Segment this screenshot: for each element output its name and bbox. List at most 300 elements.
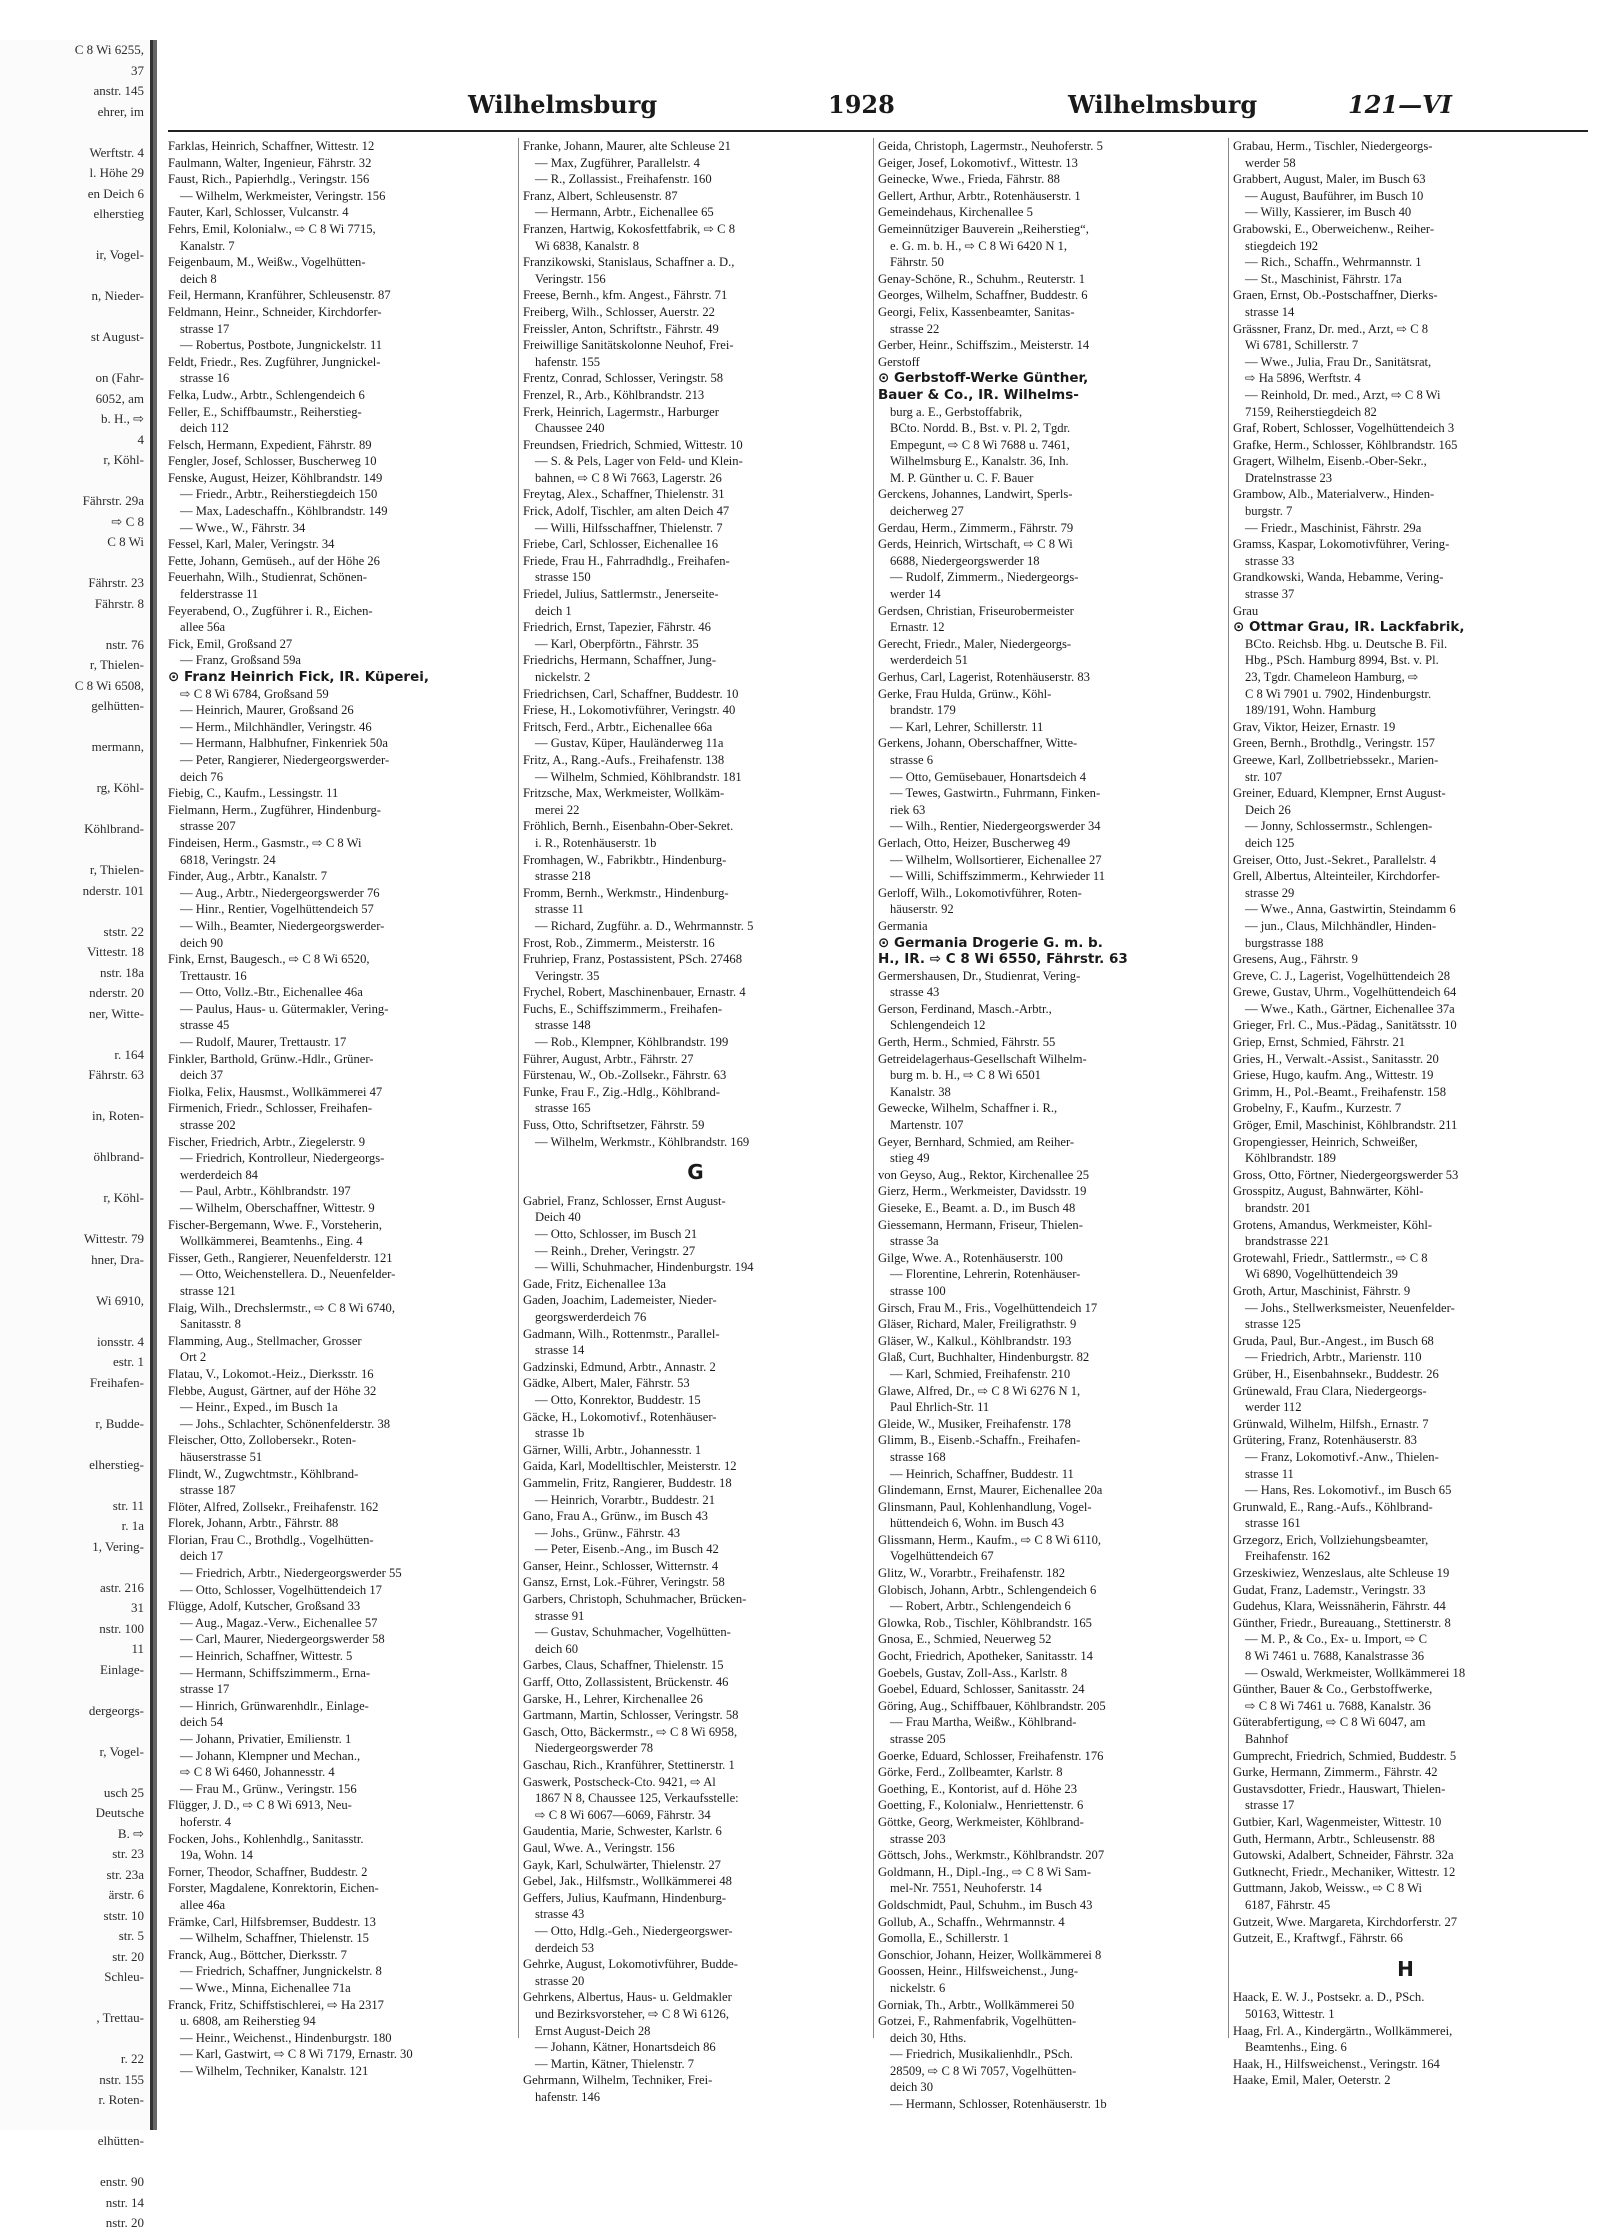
directory-entry: Gutowski, Adalbert, Schneider, Fährstr. 32a [1233, 1848, 1454, 1863]
strip-line: st August- [90, 329, 144, 344]
entry-continuation: strasse 43 [535, 1907, 585, 1922]
directory-entry: Gebel, Jak., Hilfsmstr., Wollkämmerei 48 [523, 1874, 732, 1889]
directory-entry: Feil, Hermann, Kranführer, Schleusenstr. 87 [168, 288, 391, 303]
entry-continuation: Wi 6781, Schillerstr. 7 [1245, 338, 1359, 353]
directory-entry: Göttsch, Johs., Werkmstr., Köhlbrandstr. 207 [878, 1848, 1105, 1863]
strip-line: r. 22 [120, 2051, 144, 2066]
strip-line: l. Höhe 29 [89, 165, 144, 180]
strip-line [0, 901, 150, 922]
directory-entry: Grav, Viktor, Heizer, Ernastr. 19 [1233, 719, 1396, 734]
directory-entry: Gierz, Herm., Werkmeister, Davidsstr. 19 [878, 1184, 1087, 1199]
strip-line: elherstieg [93, 206, 144, 221]
directory-entry: Gabriel, Franz, Schlosser, Ernst August- [523, 1193, 726, 1208]
strip-line [0, 1721, 150, 1742]
directory-entry: Frerk, Heinrich, Lagermstr., Harburger [523, 404, 719, 419]
entry-continuation: strasse 33 [1245, 553, 1295, 568]
entry-continuation: — Wilhelm, Wollsortierer, Eichenallee 27 [890, 852, 1102, 867]
strip-line: anstr. 145 [93, 83, 144, 98]
entry-continuation: strasse 1b [535, 1426, 585, 1441]
directory-entry: Feldt, Friedr., Res. Zugführer, Jungnickel- [168, 354, 381, 369]
directory-entry: Goldschmidt, Paul, Schuhm., im Busch 43 [878, 1897, 1093, 1912]
strip-line: nderstr. 101 [82, 882, 144, 898]
entry-continuation: strasse 91 [535, 1608, 585, 1623]
directory-entry: Gläser, Richard, Maler, Freiligrathstr. 9 [878, 1317, 1077, 1332]
entry-continuation: — Franz, Großsand 59a [180, 653, 302, 668]
directory-entry: Gutknecht, Friedr., Mechaniker, Wittestr. 12 [1233, 1864, 1456, 1879]
directory-entry: Greewe, Karl, Zollbetriebssekr., Marien- [1233, 752, 1439, 767]
entry-continuation: — Tewes, Gastwirtn., Fuhrmann, Finken- [890, 786, 1101, 801]
directory-entry: Grandkowski, Wanda, Hebamme, Vering- [1233, 570, 1444, 585]
entry-continuation: deich 125 [1245, 835, 1295, 850]
entry-continuation: Wilhelmsburg E., Kanalstr. 36, Inh. [890, 454, 1069, 469]
entry-continuation: — Otto, Gemüsebauer, Honartsdeich 4 [890, 769, 1087, 784]
entry-continuation: 23, Tgdr. Chameleon Hamburg, ⇨ [1245, 670, 1419, 684]
strip-line: nstr. 20 [105, 2215, 144, 2230]
strip-line: C 8 Wi 6508, [74, 677, 144, 693]
entry-continuation: werderdeich 51 [890, 653, 968, 668]
directory-entry: Gnosa, E., Schmied, Neuerweg 52 [878, 1632, 1052, 1647]
directory-entry: Frick, Adolf, Tischler, am alten Deich 47 [523, 504, 730, 519]
directory-entry: Fenske, August, Heizer, Köhlbrandstr. 149 [168, 470, 383, 485]
directory-entry: Griese, Hugo, kaufm. Ang., Wittestr. 19 [1233, 1068, 1434, 1083]
directory-entry: Gorniak, Th., Arbtr., Wollkämmerei 50 [878, 1997, 1075, 2012]
entry-continuation: — Rudolf, Maurer, Trettaustr. 17 [180, 1035, 347, 1050]
entry-continuation: e. G. m. b. H., ⇨ C 8 Wi 6420 N 1, [890, 238, 1068, 253]
entry-continuation: hüttendeich 6, Wohn. im Busch 43 [890, 1516, 1064, 1531]
directory-entry: Geida, Christoph, Lagermstr., Neuhoferstr. 5 [878, 139, 1103, 153]
entry-continuation: strasse 11 [1245, 1466, 1294, 1481]
entry-continuation: strasse 165 [535, 1101, 591, 1116]
directory-entry: Gerke, Frau Hulda, Grünw., Köhl- [878, 686, 1052, 701]
strip-line: Fährstr. 23 [88, 575, 144, 590]
entry-continuation: hoferstr. 4 [180, 1814, 232, 1829]
column-4 [1233, 138, 1578, 2088]
directory-entry: Gerds, Heinrich, Wirtschaft, ⇨ C 8 Wi [878, 537, 1073, 552]
firm-entry: ⊙ Germania Drogerie G. m. b. [878, 934, 1103, 951]
directory-entry: Gehrmann, Wilhelm, Techniker, Frei- [523, 2073, 713, 2088]
entry-continuation: strasse 125 [1245, 1317, 1301, 1332]
entry-continuation: Deich 40 [535, 1210, 581, 1225]
directory-entry: Ganser, Heinr., Schlosser, Witternstr. 4 [523, 1558, 719, 1573]
directory-entry: Funke, Frau F., Zig.-Hdlg., Köhlbrand- [523, 1084, 720, 1099]
entry-continuation: 19a, Wohn. 14 [180, 1848, 253, 1863]
entry-continuation: bahnen, ⇨ C 8 Wi 7663, Lagerstr. 26 [535, 470, 722, 485]
directory-entry: Gansz, Ernst, Lok.-Führer, Veringstr. 58 [523, 1575, 725, 1590]
directory-entry: Fielmann, Herm., Zugführer, Hindenburg- [168, 802, 381, 817]
strip-line: Fährstr. 29a [82, 493, 144, 508]
strip-line: ärstr. 6 [108, 1887, 144, 1902]
strip-line: nderstr. 20 [89, 985, 144, 1000]
directory-entry: Franke, Johann, Maurer, alte Schleuse 21 [523, 139, 731, 153]
directory-entry: Finkler, Barthold, Grünw.-Hdlr., Grüner- [168, 1051, 374, 1066]
entry-continuation: Freihafenstr. 162 [1245, 1549, 1331, 1564]
entry-continuation: strasse 161 [1245, 1516, 1301, 1531]
strip-line: C 8 Wi 6255, [74, 42, 144, 57]
entry-continuation: — Heinrich, Vorarbtr., Buddestr. 21 [535, 1492, 716, 1507]
strip-line: C 8 Wi [107, 534, 144, 549]
entry-continuation: — Hermann, Arbtr., Eichenallee 65 [535, 205, 714, 220]
directory-entry: Griep, Ernst, Schmied, Fährstr. 21 [1233, 1035, 1406, 1050]
entry-continuation: — Hermann, Schlosser, Rotenhäuserstr. 1b [890, 2097, 1107, 2112]
entry-continuation: — Paul, Arbtr., Köhlbrandstr. 197 [180, 1184, 351, 1199]
strip-line: str. 11 [112, 1497, 144, 1513]
entry-continuation: strasse 3a [890, 1234, 939, 1249]
directory-entry: Gustavsdotter, Friedr., Hauswart, Thielen- [1233, 1781, 1446, 1796]
header-rule [168, 130, 1588, 132]
entry-continuation: Empegunt, ⇨ C 8 Wi 7688 u. 7461, [890, 437, 1070, 452]
entry-continuation: — Peter, Rangierer, Niedergeorgswerder- [180, 752, 390, 767]
strip-line: elhütten- [97, 2133, 144, 2148]
directory-entry: Gresens, Aug., Fährstr. 9 [1233, 952, 1358, 967]
directory-entry: Friedel, Julius, Sattlermstr., Jenerseite- [523, 587, 719, 602]
directory-columns [168, 138, 1588, 2112]
directory-entry: Gumprecht, Friedrich, Schmied, Buddestr. 5 [1233, 1748, 1457, 1763]
entry-continuation: riek 63 [890, 802, 926, 817]
directory-entry: Greiner, Eduard, Klempner, Ernst August- [1233, 786, 1446, 801]
entry-continuation: Paul Ehrlich-Str. 11 [890, 1400, 990, 1415]
directory-entry: Fuchs, E., Schiffszimmerm., Freihafen- [523, 1001, 723, 1016]
entry-continuation: Kanalstr. 7 [180, 238, 235, 253]
entry-continuation: — Heinrich, Schaffner, Wittestr. 5 [180, 1649, 353, 1664]
directory-entry: Garff, Otto, Zollassistent, Brückenstr. 46 [523, 1675, 729, 1690]
strip-line [0, 1209, 150, 1230]
directory-entry: Frychel, Robert, Maschinenbauer, Ernastr. 4 [523, 985, 746, 1000]
directory-entry: Fick, Emil, Großsand 27 [168, 636, 293, 651]
strip-line [0, 307, 150, 328]
strip-line: mermann, [91, 739, 144, 754]
directory-entry: Grotewahl, Friedr., Sattlermstr., ⇨ C 8 [1233, 1250, 1428, 1265]
entry-continuation: Fährstr. 50 [890, 255, 944, 270]
entry-continuation: — Hermann, Schiffszimmerm., Erna- [180, 1665, 371, 1680]
directory-entry: Grosspitz, August, Bahnwärter, Köhl- [1233, 1184, 1424, 1199]
directory-entry: Gaschau, Rich., Kranführer, Stettinerstr. 1 [523, 1758, 735, 1772]
entry-continuation: i. R., Rotenhäuserstr. 1b [535, 835, 657, 850]
directory-entry: Glowka, Rob., Tischler, Köhlbrandstr. 165 [878, 1615, 1092, 1630]
entry-continuation: — Wilh., Rentier, Niedergeorgswerder 34 [890, 819, 1101, 834]
directory-entry: Gross, Otto, Förtner, Niedergeorgswerder 53 [1233, 1167, 1459, 1182]
entry-continuation: — Max, Ladeschaffn., Köhlbrandstr. 149 [180, 504, 388, 519]
directory-entry: Giessemann, Hermann, Friseur, Thielen- [878, 1217, 1083, 1232]
directory-entry: Grabbert, August, Maler, im Busch 63 [1233, 172, 1426, 187]
entry-continuation: — Carl, Maurer, Niedergeorgswerder 58 [180, 1632, 385, 1647]
directory-entry: Gammelin, Fritz, Rangierer, Buddestr. 18 [523, 1475, 732, 1490]
directory-entry: Friedrichsen, Carl, Schaffner, Buddestr. 10 [523, 686, 739, 701]
directory-entry: Fisser, Geth., Rangierer, Neuenfelderstr. 121 [168, 1250, 393, 1265]
directory-entry: Geyer, Bernhard, Schmied, am Reiher- [878, 1134, 1075, 1149]
strip-line: str. 23a [106, 1866, 144, 1882]
entry-continuation: — Johs., Stellwerksmeister, Neuenfelder- [1245, 1300, 1455, 1315]
column-2 [523, 138, 868, 2104]
directory-entry: Gerth, Herm., Schmied, Fährstr. 55 [878, 1035, 1056, 1050]
entry-continuation: C 8 Wi 7901 u. 7902, Hindenburgstr. [1245, 686, 1432, 701]
directory-entry: Günther, Bauer & Co., Gerbstoffwerke, [1233, 1682, 1433, 1697]
entry-continuation: — Reinh., Dreher, Veringstr. 27 [535, 1243, 696, 1258]
entry-continuation: derdeich 53 [535, 1940, 595, 1955]
directory-entry: Gleide, W., Musiker, Freihafenstr. 178 [878, 1416, 1071, 1431]
strip-line [0, 1024, 150, 1045]
entry-continuation: Deich 26 [1245, 802, 1291, 817]
directory-entry: Fengler, Josef, Schlosser, Buscherweg 10 [168, 454, 377, 469]
entry-continuation: u. 6808, am Reiherstieg 94 [180, 2014, 316, 2029]
directory-entry: Feldmann, Heinr., Schneider, Kirchdorfer- [168, 304, 382, 319]
directory-entry: Gadmann, Wilh., Rottenmstr., Parallel- [523, 1326, 720, 1341]
strip-line: 4 [137, 431, 144, 447]
directory-entry: Grässner, Franz, Dr. med., Arzt, ⇨ C 8 [1233, 321, 1429, 336]
entry-continuation: — Friedrich, Kontrolleur, Niedergeorgs- [180, 1151, 385, 1166]
directory-entry: Gilge, Wwe. A., Rotenhäuserstr. 100 [878, 1250, 1063, 1265]
entry-continuation: strasse 22 [890, 321, 940, 336]
directory-entry: Gade, Fritz, Eichenallee 13a [523, 1276, 667, 1291]
entry-continuation: werder 58 [1245, 155, 1296, 170]
previous-page-strip [0, 40, 153, 2230]
strip-line: 6052, am [95, 390, 144, 406]
directory-entry: Gaida, Karl, Modelltischler, Meisterstr. 12 [523, 1459, 737, 1474]
directory-entry: Gemeinnütziger Bauverein „Reiherstieg“, [878, 221, 1089, 236]
entry-continuation: strasse 100 [890, 1283, 946, 1298]
entry-continuation: burg m. b. H., ⇨ C 8 Wi 6501 [890, 1068, 1041, 1083]
strip-line [0, 553, 150, 574]
directory-entry: Gäcke, H., Lokomotivf., Rotenhäuser- [523, 1409, 717, 1424]
directory-entry: Göttke, Georg, Werkmeister, Köhlbrand- [878, 1814, 1084, 1829]
entry-continuation: werder 112 [1245, 1400, 1302, 1415]
strip-line: ststr. 10 [103, 1907, 144, 1923]
directory-entry: Flamming, Aug., Stellmacher, Grosser [168, 1333, 362, 1348]
directory-entry: Gädke, Albert, Maler, Fährstr. 53 [523, 1376, 690, 1391]
directory-entry: Gerber, Heinr., Schiffszim., Meisterstr. 14 [878, 338, 1090, 353]
entry-continuation: Veringstr. 35 [535, 968, 600, 983]
entry-continuation: — Wilhelm, Schmied, Köhlbrandstr. 181 [535, 769, 742, 784]
directory-entry: Greve, C. J., Lagerist, Vogelhüttendeich 28 [1233, 968, 1451, 983]
entry-continuation: BCto. Nordd. B., Bst. v. Pl. 2, Tgdr. [890, 421, 1071, 436]
entry-continuation: — Wwe., Minna, Eichenallee 71a [180, 1980, 351, 1995]
entry-continuation: felderstrasse 11 [180, 587, 259, 602]
directory-entry: Goebel, Eduard, Schlosser, Sanitasstr. 24 [878, 1682, 1085, 1697]
directory-entry: Graf, Robert, Schlosser, Vogelhüttendeich 3 [1233, 421, 1455, 436]
directory-entry: Feyerabend, O., Zugführer i. R., Eichen- [168, 603, 373, 618]
directory-entry: Grüber, H., Eisenbahnsekr., Buddestr. 26 [1233, 1366, 1439, 1381]
entry-continuation: — M. P., & Co., Ex- u. Import, ⇨ C [1245, 1632, 1427, 1647]
directory-entry: Getreidelagerhaus-Gesellschaft Wilhelm- [878, 1051, 1087, 1066]
entry-continuation: — Hinr., Rentier, Vogelhüttendeich 57 [180, 902, 374, 917]
entry-continuation: — St., Maschinist, Fährstr. 17a [1245, 271, 1402, 286]
directory-entry: Feller, E., Schiffbaumstr., Reiherstieg- [168, 404, 362, 419]
directory-entry: Farklas, Heinrich, Schaffner, Wittestr. 12 [168, 139, 375, 153]
directory-entry: Girsch, Frau M., Fris., Vogelhüttendeich 17 [878, 1300, 1098, 1315]
strip-line: 37 [131, 62, 144, 78]
strip-line: Werftstr. 4 [89, 144, 144, 160]
directory-entry: Flaig, Wilh., Drechslermstr., ⇨ C 8 Wi 6740, [168, 1300, 396, 1315]
strip-line: estr. 1 [112, 1354, 144, 1369]
entry-continuation: — Wilhelm, Werkmstr., Köhlbrandstr. 169 [535, 1134, 750, 1149]
entry-continuation: — August, Bauführer, im Busch 10 [1245, 188, 1424, 203]
entry-continuation: deich 54 [180, 1715, 224, 1730]
entry-continuation: 28509, ⇨ C 8 Wi 7057, Vogelhütten- [890, 2063, 1077, 2078]
column-3 [878, 138, 1223, 2112]
strip-line: r. Roten- [98, 2092, 144, 2107]
entry-continuation: Vogelhüttendeich 67 [890, 1549, 994, 1564]
entry-continuation: Veringstr. 156 [535, 271, 606, 286]
directory-entry: Haag, Frl. A., Kindergärtn., Wollkämmerei, [1233, 2023, 1453, 2038]
directory-entry: Fromm, Bernh., Werkmstr., Hindenburg- [523, 885, 729, 900]
directory-entry: Führer, August, Arbtr., Fährstr. 27 [523, 1051, 694, 1066]
entry-continuation: 8 Wi 7461 u. 7688, Kanalstrasse 36 [1245, 1649, 1425, 1664]
header-page-number: 121—VI [1348, 90, 1452, 119]
entry-continuation: merei 22 [535, 802, 580, 817]
entry-continuation: strasse 20 [535, 1973, 585, 1988]
entry-continuation: 189/191, Wohn. Hamburg [1245, 703, 1376, 718]
directory-entry: Gaden, Joachim, Lademeister, Nieder- [523, 1293, 717, 1308]
strip-line [0, 266, 150, 287]
strip-line: ehrer, im [97, 103, 144, 119]
entry-continuation: strasse 6 [890, 752, 934, 767]
entry-continuation: — Willi, Hilfsschaffner, Thielenstr. 7 [535, 520, 723, 535]
firm-entry: ⊙ Franz Heinrich Fick, IR. Küperei, [168, 669, 429, 685]
strip-line: öhlbrand- [93, 1149, 144, 1164]
directory-entry: Franck, Fritz, Schiffstischlerei, ⇨ Ha 2317 [168, 1997, 384, 2012]
directory-entry: Glissmann, Herm., Kaufm., ⇨ C 8 Wi 6110, [878, 1532, 1102, 1547]
directory-entry: Gehrkens, Albertus, Haus- u. Geldmakler [523, 1990, 732, 2005]
directory-entry: Georges, Wilhelm, Schaffner, Buddestr. 6 [878, 288, 1088, 303]
strip-line: Freihafen- [89, 1374, 144, 1390]
strip-line: astr. 216 [99, 1579, 144, 1595]
directory-entry: Goldmann, H., Dipl.-Ing., ⇨ C 8 Wi Sam- [878, 1864, 1092, 1879]
entry-continuation: ⇨ C 8 Wi 6460, Johannesstr. 4 [180, 1765, 335, 1780]
directory-entry: Gaul, Wwe. A., Veringstr. 156 [523, 1840, 675, 1855]
entry-continuation: häuserstr. 92 [890, 902, 954, 917]
directory-entry: Goerke, Eduard, Schlosser, Freihafenstr. 176 [878, 1748, 1104, 1763]
directory-entry: Fiolka, Felix, Hausmst., Wollkämmerei 47 [168, 1084, 383, 1099]
directory-entry: Fritzsche, Max, Werkmeister, Wollkäm- [523, 786, 725, 801]
directory-entry: Geffers, Julius, Kaufmann, Hindenburg- [523, 1890, 727, 1905]
entry-continuation: — Max, Zugführer, Parallelstr. 4 [535, 155, 700, 170]
entry-continuation: strasse 205 [890, 1732, 946, 1746]
entry-continuation: strasse 17 [180, 321, 230, 336]
directory-entry: Grell, Albertus, Alteinteiler, Kirchdorfer- [1233, 869, 1440, 884]
strip-line: Fährstr. 63 [88, 1067, 144, 1082]
directory-entry: Göring, Aug., Schiffbauer, Köhlbrandstr. 205 [878, 1698, 1106, 1713]
directory-entry: Fürstenau, W., Ob.-Zollsekr., Fährstr. 63 [523, 1068, 727, 1083]
entry-continuation: — Wilhelm, Werkmeister, Veringstr. 156 [180, 188, 386, 203]
directory-entry: Flügge, Adolf, Kutscher, Großsand 33 [168, 1599, 361, 1614]
strip-line: str. 20 [112, 1948, 144, 1964]
strip-line: Wi 6910, [96, 1292, 144, 1308]
directory-entry: Genay-Schöne, R., Schuhm., Reuterstr. 1 [878, 271, 1086, 286]
directory-entry: Gries, H., Verwalt.-Assist., Sanitasstr. 20 [1233, 1051, 1439, 1066]
strip-line: Wittestr. 79 [83, 1231, 144, 1246]
directory-entry: Findeisen, Herm., Gasmstr., ⇨ C 8 Wi [168, 835, 362, 850]
strip-line [0, 2152, 150, 2173]
directory-entry: Gellert, Arthur, Arbtr., Rotenhäuserstr. 1 [878, 188, 1081, 203]
entry-continuation: hafenstr. 155 [535, 354, 601, 369]
directory-entry: Faust, Rich., Papierhdlg., Veringstr. 156 [168, 172, 370, 187]
directory-entry: Guttmann, Jakob, Weissw., ⇨ C 8 Wi [1233, 1881, 1422, 1896]
directory-entry: Fette, Johann, Gemüseh., auf der Höhe 26 [168, 553, 380, 568]
strip-line: nstr. 76 [105, 636, 144, 652]
strip-line: ⇨ C 8 [111, 513, 144, 529]
strip-line: r, Köhl- [103, 1190, 144, 1205]
column-divider [873, 138, 874, 2038]
directory-entry: Gehrke, August, Lokomotivführer, Budde- [523, 1957, 738, 1972]
directory-entry: Goething, E., Kontorist, auf d. Höhe 23 [878, 1781, 1078, 1796]
directory-entry: Gonschior, Johann, Heizer, Wollkämmerei 8 [878, 1947, 1102, 1962]
entry-continuation: 6187, Fährstr. 45 [1245, 1897, 1331, 1912]
strip-line: b. H., ⇨ [100, 411, 144, 426]
directory-entry: Gutzeit, E., Kraftwgf., Fährstr. 66 [1233, 1931, 1403, 1946]
entry-continuation: — Willy, Kassierer, im Busch 40 [1245, 205, 1412, 220]
directory-entry: Garbers, Christoph, Schuhmacher, Brücken- [523, 1592, 747, 1607]
column-divider [518, 138, 519, 2038]
firm-entry: ⊙ Gerbstoff-Werke Günther, [878, 370, 1089, 387]
directory-entry: Fischer-Bergemann, Wwe. F., Vorsteherin, [168, 1217, 382, 1232]
strip-line: r, Budde- [95, 1415, 144, 1431]
directory-entry: Goebels, Gustav, Zoll-Ass., Karlstr. 8 [878, 1665, 1068, 1680]
directory-entry: Gollub, A., Schaffn., Wehrmannstr. 4 [878, 1914, 1065, 1929]
entry-continuation: 6688, Niedergeorgswerder 18 [890, 553, 1040, 568]
entry-continuation: strasse 168 [890, 1449, 946, 1464]
directory-entry: Florek, Johann, Arbtr., Fährstr. 88 [168, 1516, 339, 1531]
entry-continuation: georgswerderdeich 76 [535, 1309, 647, 1324]
entry-continuation: strasse 29 [1245, 885, 1295, 900]
entry-continuation: — Otto, Hdlg.-Geh., Niedergeorgswer- [535, 1923, 733, 1938]
entry-continuation: — Wwe., Kath., Gärtner, Eichenallee 37a [1245, 1001, 1455, 1016]
directory-entry: Fruhriep, Franz, Postassistent, PSch. 27468 [523, 952, 742, 967]
strip-line [0, 471, 150, 492]
directory-entry: Fessel, Karl, Maler, Veringstr. 34 [168, 537, 335, 552]
directory-entry: Gröger, Emil, Maschinist, Köhlbrandstr. 211 [1233, 1118, 1458, 1133]
directory-entry: Freiwillige Sanitätskolonne Neuhof, Frei- [523, 338, 734, 353]
directory-entry: Fritsch, Ferd., Arbtr., Eichenallee 66a [523, 719, 713, 734]
entry-continuation: burgstr. 7 [1245, 504, 1293, 519]
directory-entry: Florian, Frau C., Brothdlg., Vogelhütten- [168, 1532, 374, 1547]
entry-continuation: deich 76 [180, 769, 224, 784]
strip-line: 11 [131, 1641, 144, 1656]
strip-line: ner, Witte- [88, 1005, 144, 1021]
directory-entry: Freissler, Anton, Schriftstr., Fährstr. 49 [523, 321, 719, 336]
entry-continuation: — Wilhelm, Techniker, Kanalstr. 121 [180, 2063, 369, 2078]
directory-entry: Garske, H., Lehrer, Kirchenallee 26 [523, 1691, 703, 1706]
strip-line: ststr. 22 [103, 923, 144, 939]
directory-entry: Güterabfertigung, ⇨ C 8 Wi 6047, am [1233, 1715, 1426, 1730]
strip-line: Köhlbrand- [84, 821, 144, 836]
entry-continuation: Bahnhof [1245, 1732, 1289, 1746]
directory-entry: Fröhlich, Bernh., Eisenbahn-Ober-Sekret. [523, 819, 734, 834]
directory-entry: Gaudentia, Marie, Schwester, Karlstr. 6 [523, 1824, 722, 1839]
strip-line [0, 1988, 150, 2009]
entry-continuation: strasse 14 [1245, 304, 1295, 319]
entry-continuation: — Rob., Klempner, Köhlbrandstr. 199 [535, 1035, 729, 1050]
directory-entry: Gudehus, Klara, Weissnäherin, Fährstr. 44 [1233, 1599, 1446, 1614]
entry-continuation: — Frau Martha, Weißw., Köhlbrand- [890, 1715, 1077, 1730]
directory-entry: Glaß, Curt, Buchhalter, Hindenburgstr. 82 [878, 1350, 1090, 1365]
strip-line [0, 2029, 150, 2050]
entry-continuation: — Paulus, Haus- u. Gütermakler, Vering- [180, 1001, 389, 1016]
entry-continuation: — Gustav, Schuhmacher, Vogelhütten- [535, 1625, 731, 1640]
directory-entry: Flöter, Alfred, Zollsekr., Freihafenstr. 162 [168, 1499, 379, 1514]
entry-continuation: — Johann, Privatier, Emilienstr. 1 [180, 1732, 352, 1746]
directory-entry: Flindt, W., Zugwchtmstr., Köhlbrand- [168, 1466, 359, 1481]
directory-entry: Freiberg, Wilh., Schlosser, Auerstr. 22 [523, 304, 715, 319]
directory-entry: Glinsmann, Paul, Kohlenhandlung, Vogel- [878, 1499, 1092, 1514]
directory-entry: Gerson, Ferdinand, Masch.-Arbtr., [878, 1001, 1052, 1016]
entry-continuation: strasse 202 [180, 1118, 236, 1133]
column-divider [1228, 138, 1229, 2038]
entry-continuation: deicherweg 27 [890, 504, 964, 519]
directory-entry: Gotzei, F., Rahmenfabrik, Vogelhütten- [878, 2014, 1077, 2029]
strip-line: Deutsche [95, 1805, 144, 1820]
strip-line: r. 1a [121, 1518, 144, 1533]
directory-entry: Gayk, Karl, Schulwärter, Thielenstr. 27 [523, 1857, 721, 1872]
entry-continuation: Wi 6838, Kanalstr. 8 [535, 238, 640, 253]
